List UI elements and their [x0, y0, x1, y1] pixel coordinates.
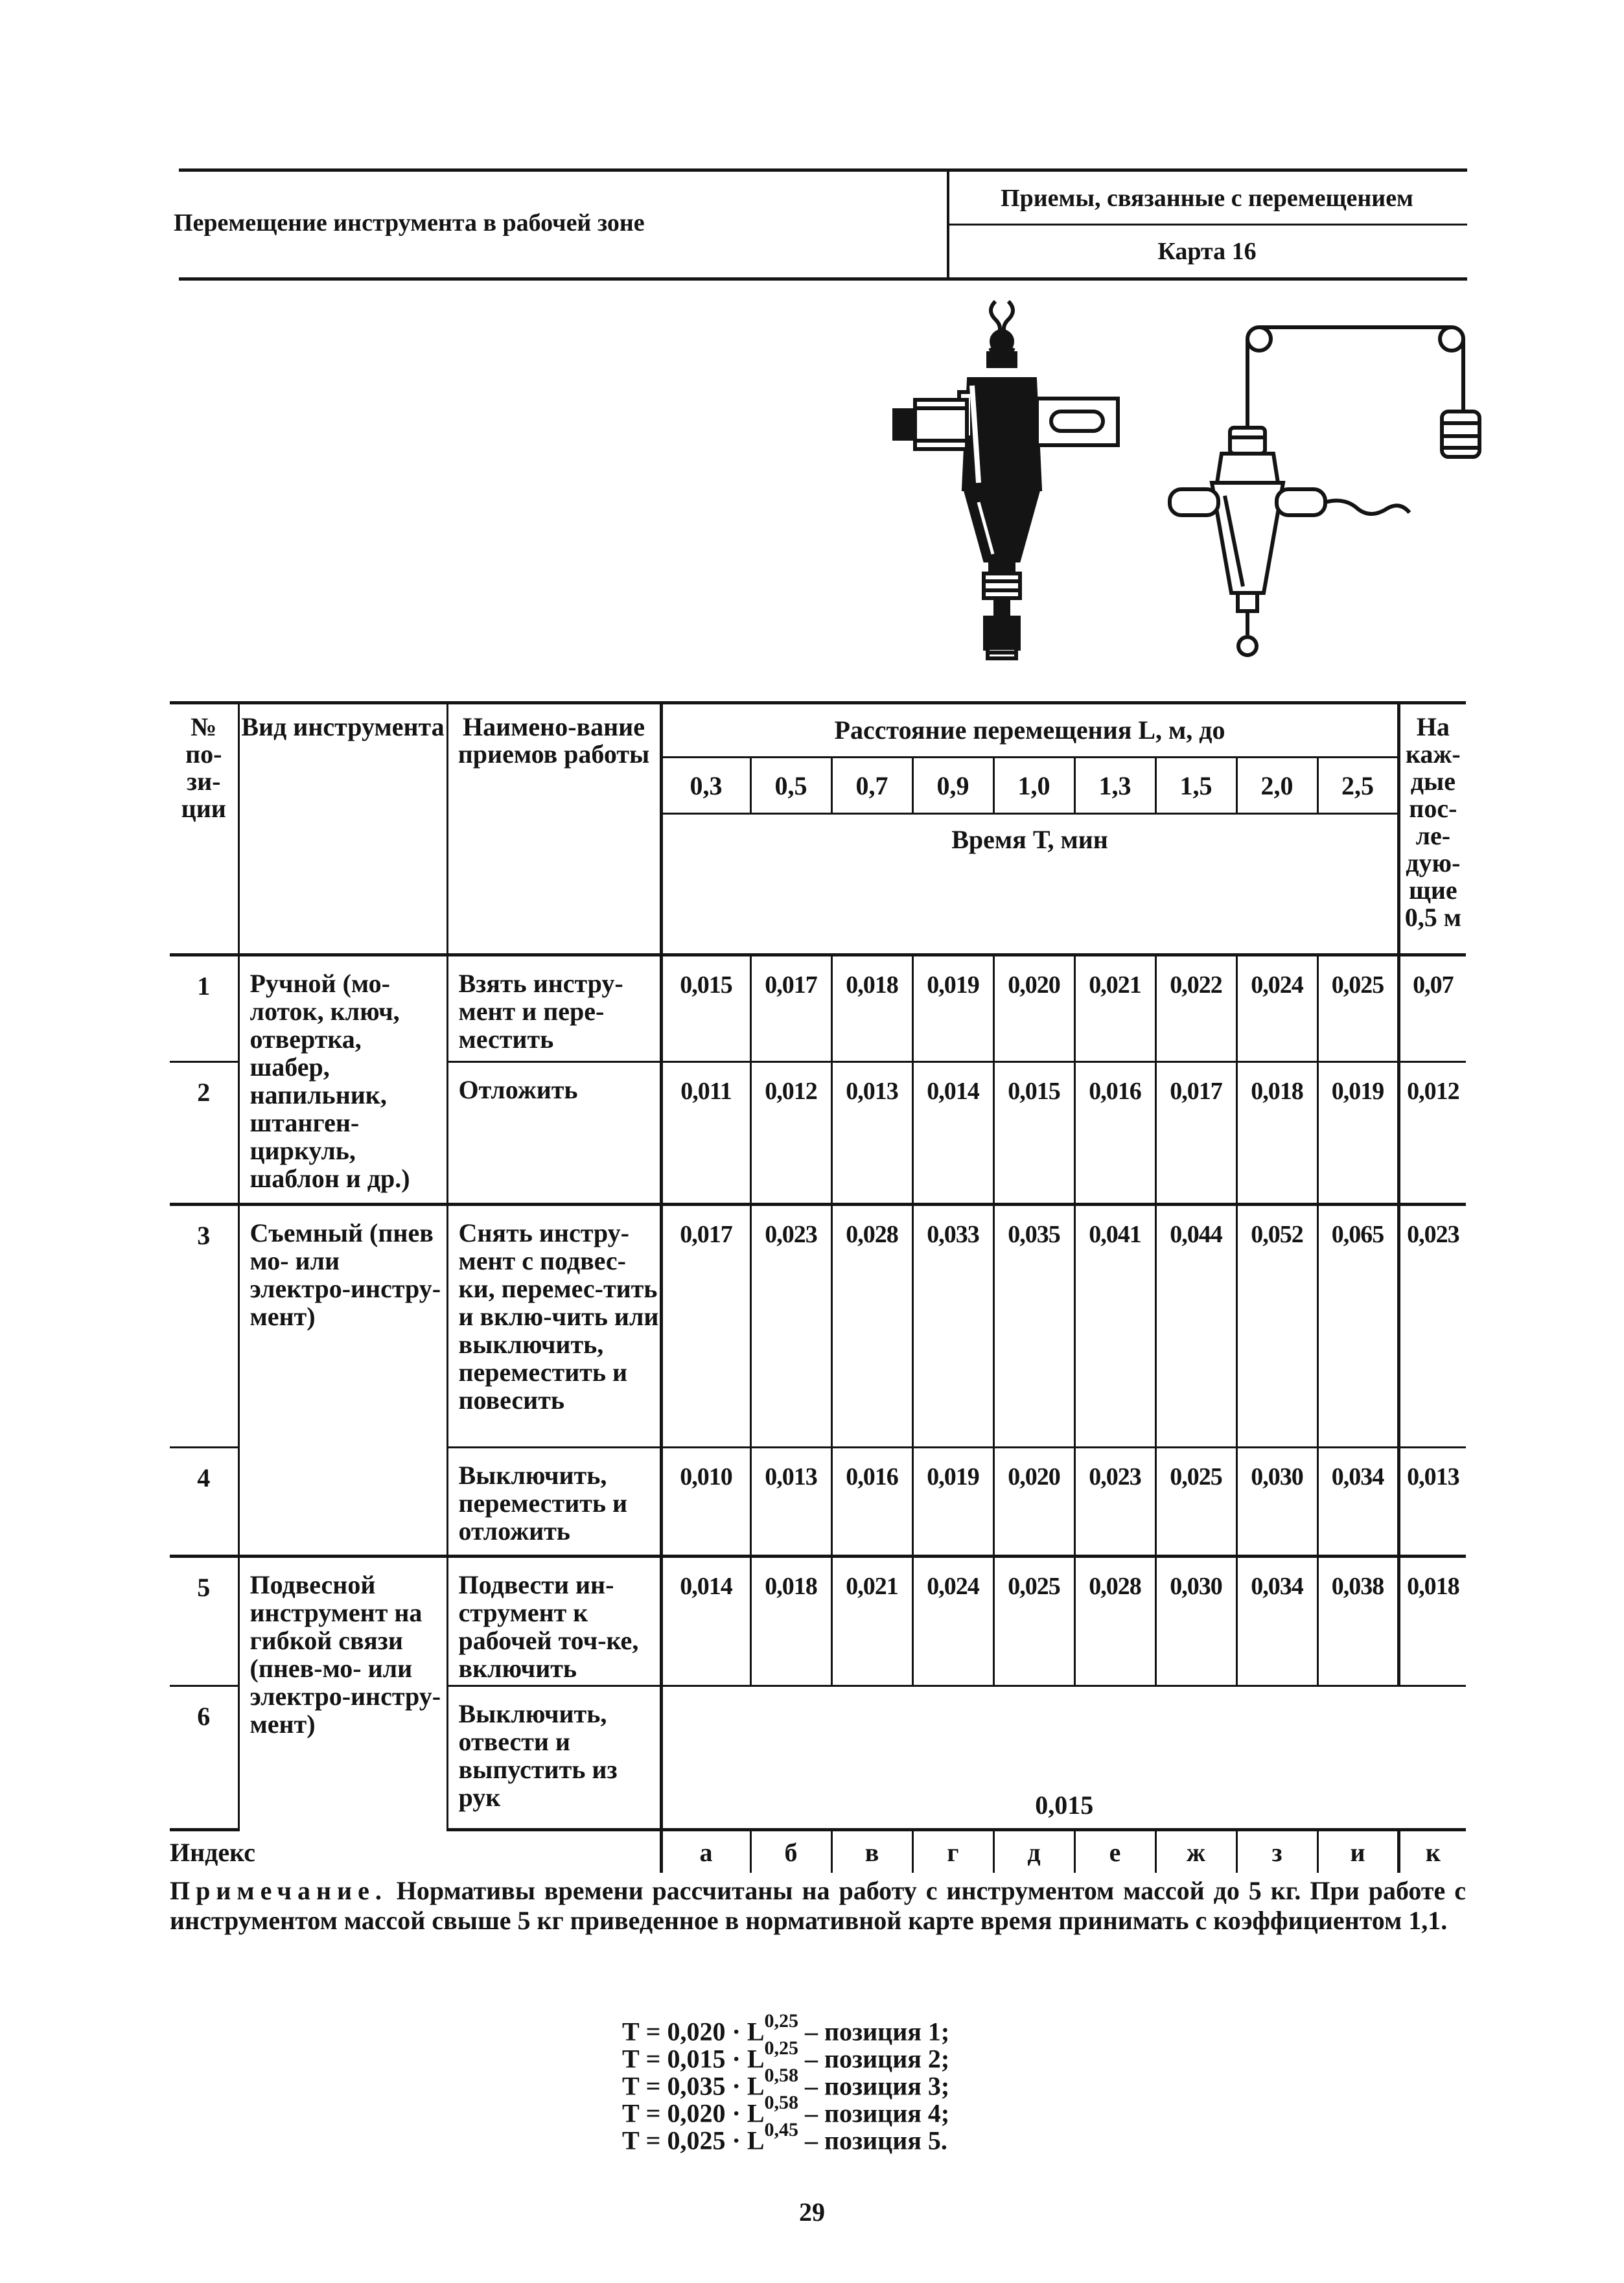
- time-value: 0,015: [993, 1062, 1074, 1205]
- time-value: 0,030: [1155, 1557, 1236, 1686]
- time-value: 0,017: [750, 955, 831, 1062]
- table-row: [170, 955, 1466, 1062]
- time-value: 0,024: [912, 1557, 993, 1686]
- formula-exponent: 0,25: [764, 2010, 798, 2032]
- distance-cell: 1,3: [1074, 758, 1155, 814]
- operation-cell: Снять инстру-мент с подвес-ки, перемес-тить и вклю-чить или выключить, переместить и повесить: [447, 1205, 661, 1448]
- header-title: Перемещение инструмента в рабочей зоне: [174, 209, 645, 237]
- time-value: 0,033: [912, 1205, 993, 1448]
- time-value: 0,020: [993, 1448, 1074, 1557]
- formula-lhs: Т = 0,020 · L: [622, 2098, 765, 2128]
- time-value: 0,021: [831, 1557, 912, 1686]
- formula-lhs: Т = 0,025 · L: [622, 2126, 765, 2155]
- tool-group-manual: Ручной (мо-лоток, ключ, отвертка, шабер, напильник, штанген-циркуль, шаблон и др.): [238, 955, 447, 1205]
- header-section: Приемы, связанные с перемещением: [1001, 185, 1413, 212]
- header-each-next: На каж-дые пос-ле-дую-щие 0,5 м: [1398, 703, 1466, 955]
- distance-cell: 0,3: [661, 758, 750, 814]
- time-value: 0,010: [661, 1448, 750, 1557]
- time-value: 0,065: [1317, 1205, 1398, 1448]
- index-row: [170, 1830, 1466, 1873]
- index-letter: д: [993, 1830, 1074, 1873]
- row-number: 2: [170, 1062, 238, 1205]
- time-value: 0,023: [1074, 1448, 1155, 1557]
- time-value: 0,044: [1155, 1205, 1236, 1448]
- formula-exponent: 0,58: [764, 2092, 798, 2113]
- time-value: 0,028: [831, 1205, 912, 1448]
- each-next-value: 0,07: [1398, 955, 1466, 1062]
- formula-exponent: 0,45: [764, 2119, 798, 2140]
- time-value: 0,019: [912, 955, 993, 1062]
- formula-line: [622, 2119, 947, 2155]
- time-value: 0,016: [1074, 1062, 1155, 1205]
- header-top-rule: [179, 168, 1467, 172]
- formula-exponent: 0,58: [764, 2065, 798, 2086]
- note-text: Нормативы времени рассчитаны на работу с инструментом массой до 5 кг. При работе с инструментом массой свыше 5 кг приведенное в нормативной карте время принимать с коэффициентом 1,1.: [170, 1876, 1466, 1935]
- suspended-pneumatic-tool-icon: [894, 301, 1118, 658]
- time-value: 0,030: [1236, 1448, 1317, 1557]
- formula-lhs: Т = 0,015 · L: [622, 2044, 765, 2074]
- index-letter: а: [661, 1830, 750, 1873]
- distance-cell: 2,5: [1317, 758, 1398, 814]
- time-value: 0,018: [1236, 1062, 1317, 1205]
- index-letter: г: [912, 1830, 993, 1873]
- formula-rhs: – позиция 1;: [805, 2017, 950, 2046]
- table-row: [170, 1205, 1466, 1448]
- distance-cell: 1,0: [993, 758, 1074, 814]
- index-letter: ж: [1155, 1830, 1236, 1873]
- time-value: 0,017: [661, 1205, 750, 1448]
- formula-rhs: – позиция 3;: [805, 2071, 950, 2101]
- table-row: [170, 1557, 1466, 1686]
- header-position: № по-зи-ции: [170, 703, 238, 955]
- time-value: 0,041: [1074, 1205, 1155, 1448]
- formula-exponent: 0,25: [764, 2037, 798, 2059]
- formula-rhs: – позиция 5.: [805, 2126, 947, 2155]
- formula-lhs: Т = 0,035 · L: [622, 2071, 765, 2101]
- distance-cell: 0,9: [912, 758, 993, 814]
- merged-time-value: 0,015: [661, 1686, 1466, 1830]
- time-value: 0,020: [993, 955, 1074, 1062]
- time-standards-table: [170, 701, 1466, 1873]
- each-next-value: 0,018: [1398, 1557, 1466, 1686]
- time-value: 0,019: [1317, 1062, 1398, 1205]
- tools-illustration: [842, 288, 1491, 677]
- distance-cell: 0,7: [831, 758, 912, 814]
- note-label: Примечание.: [170, 1876, 388, 1905]
- header-distance: Расстояние перемещения L, м, до: [661, 703, 1398, 758]
- time-value: 0,034: [1236, 1557, 1317, 1686]
- operation-cell: Подвести ин-струмент к рабочей точ-ке, включить: [447, 1557, 661, 1686]
- time-value: 0,025: [1317, 955, 1398, 1062]
- formula-lhs: Т = 0,020 · L: [622, 2017, 765, 2046]
- time-value: 0,052: [1236, 1205, 1317, 1448]
- time-value: 0,012: [750, 1062, 831, 1205]
- header-inner-rule: [947, 224, 1467, 226]
- index-letter: и: [1317, 1830, 1398, 1873]
- time-value: 0,038: [1317, 1557, 1398, 1686]
- time-value: 0,021: [1074, 955, 1155, 1062]
- time-value: 0,018: [831, 955, 912, 1062]
- row-number: 5: [170, 1557, 238, 1686]
- time-value: 0,014: [661, 1557, 750, 1686]
- index-letter: к: [1398, 1830, 1466, 1873]
- counterweighted-tool-icon: [1170, 327, 1479, 655]
- time-value: 0,017: [1155, 1062, 1236, 1205]
- index-letter: б: [750, 1830, 831, 1873]
- distance-cell: 2,0: [1236, 758, 1317, 814]
- operation-cell: Выключить, отвести и выпустить из рук: [447, 1686, 661, 1830]
- time-value: 0,014: [912, 1062, 993, 1205]
- time-value: 0,016: [831, 1448, 912, 1557]
- time-value: 0,035: [993, 1205, 1074, 1448]
- time-value: 0,013: [831, 1062, 912, 1205]
- row-number: 6: [170, 1686, 238, 1830]
- time-value: 0,013: [750, 1448, 831, 1557]
- tool-group-suspended: Подвесной инструмент на гибкой связи (пнев-мо- или электро-инстру-мент): [238, 1557, 447, 1830]
- index-letter: е: [1074, 1830, 1155, 1873]
- operation-cell: Отложить: [447, 1062, 661, 1205]
- table-header-row: [170, 703, 1466, 758]
- header-card: Карта 16: [1157, 238, 1257, 265]
- distance-cell: 0,5: [750, 758, 831, 814]
- time-value: 0,025: [1155, 1448, 1236, 1557]
- each-next-value: 0,012: [1398, 1062, 1466, 1205]
- time-value: 0,018: [750, 1557, 831, 1686]
- header-bottom-rule: [179, 277, 1467, 281]
- header-time: Время Т, мин: [661, 814, 1398, 955]
- index-label: Индекс: [170, 1837, 255, 1867]
- row-number: 3: [170, 1205, 238, 1448]
- time-value: 0,025: [993, 1557, 1074, 1686]
- row-number: 4: [170, 1448, 238, 1557]
- time-value: 0,034: [1317, 1448, 1398, 1557]
- distance-cell: 1,5: [1155, 758, 1236, 814]
- index-letter: з: [1236, 1830, 1317, 1873]
- page-number: 29: [799, 2197, 825, 2227]
- header-operation: Наимено-вание приемов работы: [447, 703, 661, 955]
- each-next-value: 0,013: [1398, 1448, 1466, 1557]
- header-tool-type: Вид инструмента: [238, 703, 447, 955]
- each-next-value: 0,023: [1398, 1205, 1466, 1448]
- operation-cell: Выключить, переместить и отложить: [447, 1448, 661, 1557]
- time-value: 0,015: [661, 955, 750, 1062]
- formula-rhs: – позиция 4;: [805, 2098, 950, 2128]
- time-value: 0,024: [1236, 955, 1317, 1062]
- time-value: 0,023: [750, 1205, 831, 1448]
- tool-group-detachable: Съемный (пнев мо- или электро-инстру-мент): [238, 1205, 447, 1557]
- operation-cell: Взять инстру-мент и пере-местить: [447, 955, 661, 1062]
- formula-rhs: – позиция 2;: [805, 2044, 950, 2074]
- time-value: 0,011: [661, 1062, 750, 1205]
- time-value: 0,022: [1155, 955, 1236, 1062]
- time-value: 0,019: [912, 1448, 993, 1557]
- row-number: 1: [170, 955, 238, 1062]
- time-value: 0,028: [1074, 1557, 1155, 1686]
- note: [170, 1876, 1466, 1936]
- index-letter: в: [831, 1830, 912, 1873]
